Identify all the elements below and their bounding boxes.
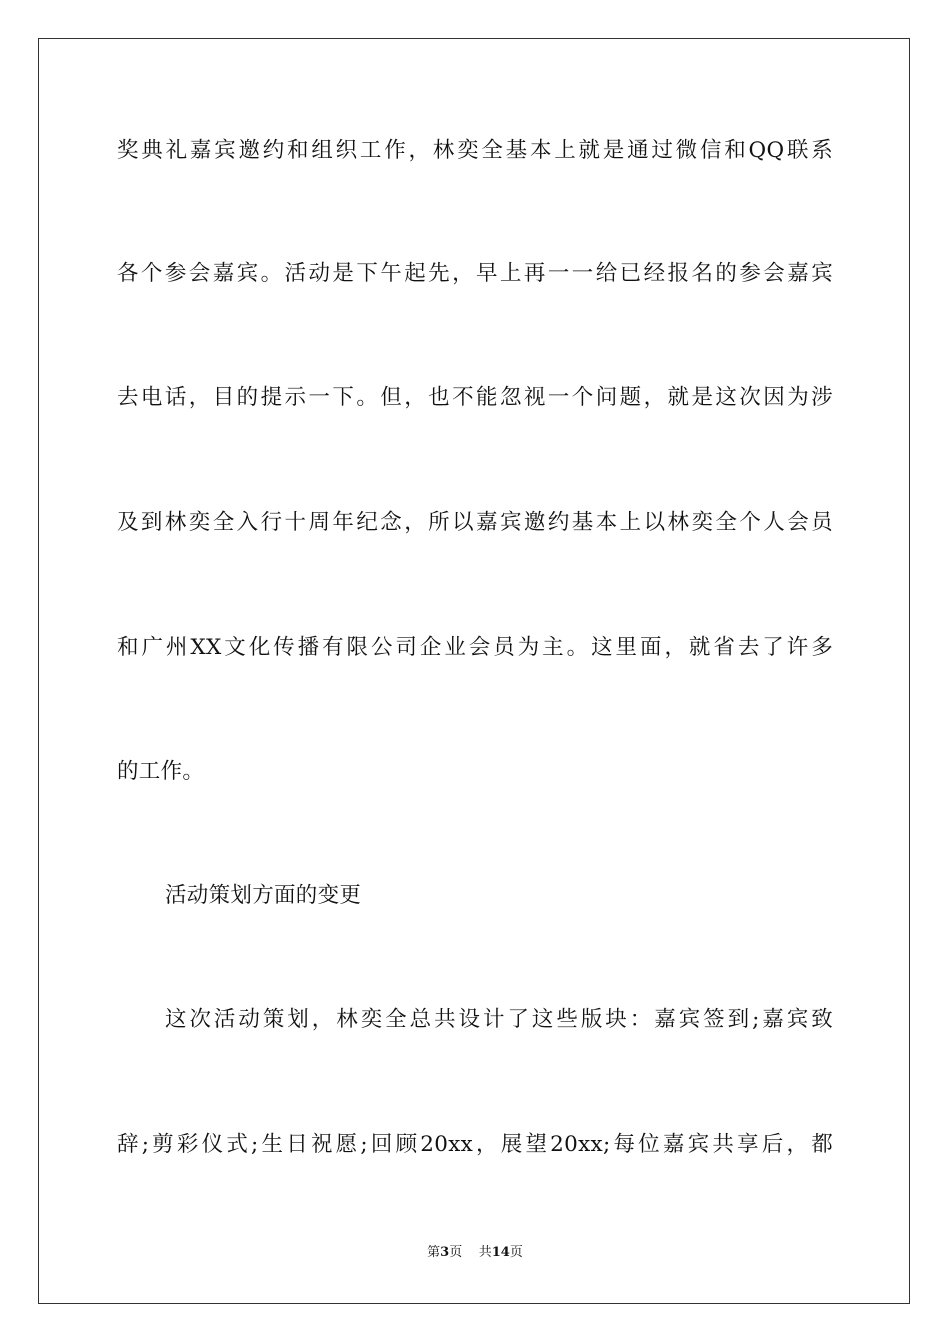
total-page-number: 14 xyxy=(491,1245,510,1260)
body-line-4: 及到林奕全入行十周年纪念，所以嘉宾邀约基本上以林奕全个人会员 xyxy=(117,510,833,535)
page-prefix: 第 xyxy=(427,1245,441,1260)
body-line-1: 奖典礼嘉宾邀约和组织工作，林奕全基本上就是通过微信和QQ联系 xyxy=(117,138,833,163)
body-line-3: 去电话，目的提示一下。但，也不能忽视一个问题，就是这次因为涉 xyxy=(117,385,833,410)
body-line-5: 和广州XX文化传播有限公司企业会员为主。这里面，就省去了许多 xyxy=(117,635,833,660)
total-prefix: 共 xyxy=(478,1245,492,1260)
body-line-2: 各个参会嘉宾。活动是下午起先，早上再一一给已经报名的参会嘉宾 xyxy=(117,261,833,286)
page-footer xyxy=(0,1244,950,1262)
page-suffix: 页 xyxy=(449,1245,463,1260)
paragraph-line-1: 这次活动策划，林奕全总共设计了这些版块：嘉宾签到;嘉宾致 xyxy=(165,1007,833,1032)
total-suffix: 页 xyxy=(509,1245,523,1260)
page-border xyxy=(38,38,910,1304)
body-line-6: 的工作。 xyxy=(117,759,205,784)
paragraph-line-2: 辞;剪彩仪式;生日祝愿;回顾20xx，展望20xx;每位嘉宾共享后，都 xyxy=(117,1132,833,1157)
section-heading: 活动策划方面的变更 xyxy=(165,883,362,908)
current-page-number: 3 xyxy=(440,1245,450,1260)
